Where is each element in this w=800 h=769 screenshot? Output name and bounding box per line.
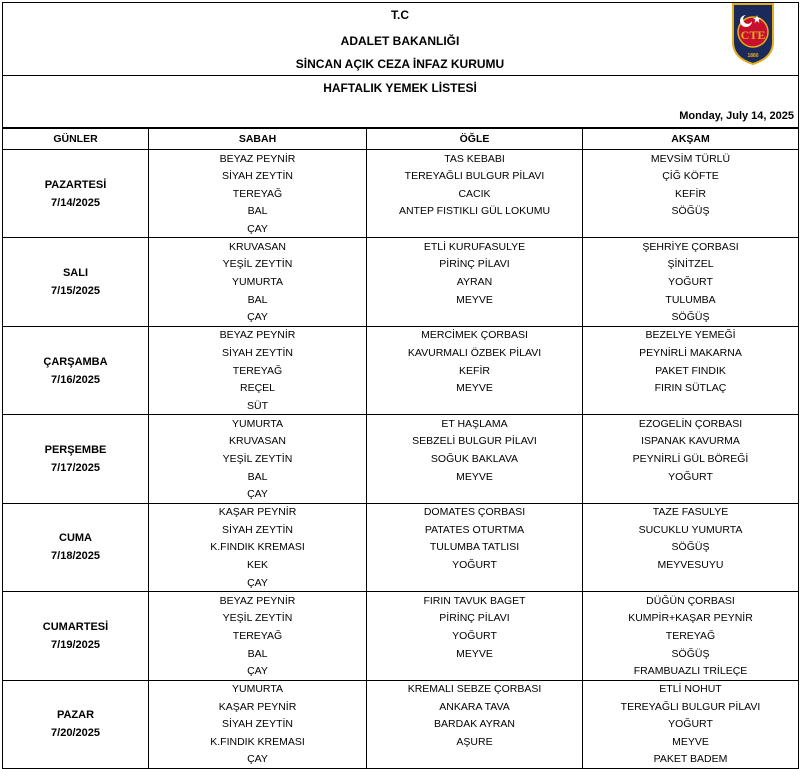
meal-item-sabah: TEREYAĞ — [149, 185, 367, 203]
meal-item-aksam — [583, 574, 799, 592]
meal-item-aksam: FIRIN SÜTLAÇ — [583, 379, 799, 397]
meal-item-ogle: MEYVE — [367, 291, 583, 309]
meal-item-ogle: DOMATES ÇORBASI — [367, 503, 583, 521]
day-date: 7/17/2025 — [51, 462, 100, 475]
table-header-row — [3, 129, 799, 150]
meal-item-ogle: BARDAK AYRAN — [367, 716, 583, 734]
meal-item-ogle: ET HAŞLAMA — [367, 415, 583, 433]
meal-item-ogle: MEYVE — [367, 468, 583, 486]
meal-item-sabah: BEYAZ PEYNİR — [149, 592, 367, 610]
column-header-lunch: ÖĞLE — [367, 129, 583, 150]
meal-item-sabah: ÇAY — [149, 486, 367, 504]
meal-item-ogle: MERCİMEK ÇORBASI — [367, 326, 583, 344]
meal-item-aksam: PAKET BADEM — [583, 751, 799, 769]
meal-item-sabah: TEREYAĞ — [149, 362, 367, 380]
meal-item-ogle: ETLİ KURUFASULYE — [367, 238, 583, 256]
meal-item-ogle: AŞURE — [367, 733, 583, 751]
meal-item-ogle — [367, 486, 583, 504]
meal-item-aksam: SÖĞÜŞ — [583, 645, 799, 663]
meal-item-sabah: SÜT — [149, 397, 367, 415]
meal-item-aksam: DÜĞÜN ÇORBASI — [583, 592, 799, 610]
meal-item-ogle: KAVURMALI ÖZBEK PİLAVI — [367, 344, 583, 362]
table-row — [3, 238, 799, 256]
header-line-3: SİNCAN AÇIK CEZA İNFAZ KURUMU — [295, 57, 505, 71]
day-cell — [3, 503, 149, 591]
meal-item-aksam: EZOGELİN ÇORBASI — [583, 415, 799, 433]
meal-item-ogle — [367, 397, 583, 415]
meal-item-aksam: TAZE FASULYE — [583, 503, 799, 521]
meal-item-sabah: SİYAH ZEYTİN — [149, 344, 367, 362]
meal-item-ogle: PATATES OTURTMA — [367, 521, 583, 539]
meal-item-aksam: TEREYAĞLI BULGUR PİLAVI — [583, 698, 799, 716]
meal-item-aksam: ISPANAK KAVURMA — [583, 433, 799, 451]
day-date: 7/19/2025 — [51, 638, 100, 651]
meal-item-aksam: BEZELYE YEMEĞİ — [583, 326, 799, 344]
meal-item-ogle — [367, 662, 583, 680]
meal-item-sabah: YUMURTA — [149, 273, 367, 291]
day-cell — [3, 592, 149, 680]
meal-item-aksam: ŞİNİTZEL — [583, 256, 799, 274]
meal-item-ogle: ANKARA TAVA — [367, 698, 583, 716]
meal-item-aksam: KUMPİR+KAŞAR PEYNİR — [583, 609, 799, 627]
meal-item-sabah: TEREYAĞ — [149, 627, 367, 645]
meal-item-aksam — [583, 220, 799, 238]
day-name: PAZAR — [56, 709, 95, 722]
meal-item-aksam: MEYVESUYU — [583, 556, 799, 574]
table-row — [3, 680, 799, 698]
meal-item-aksam — [583, 486, 799, 504]
day-cell — [3, 150, 149, 238]
meal-item-ogle: KEFİR — [367, 362, 583, 380]
meal-item-ogle: FIRIN TAVUK BAGET — [367, 592, 583, 610]
meal-item-ogle: YOĞURT — [367, 627, 583, 645]
day-date: 7/14/2025 — [51, 196, 100, 209]
meal-item-aksam: YOĞURT — [583, 468, 799, 486]
meal-item-aksam: PEYNİRLİ MAKARNA — [583, 344, 799, 362]
meal-item-sabah: BAL — [149, 203, 367, 221]
day-name: ÇARŞAMBA — [43, 355, 108, 368]
meal-item-ogle: TULUMBA TATLISI — [367, 539, 583, 557]
svg-text:1880: 1880 — [747, 53, 759, 59]
meal-item-aksam: ETLİ NOHUT — [583, 680, 799, 698]
meal-item-ogle: KREMALI SEBZE ÇORBASI — [367, 680, 583, 698]
table-row — [3, 326, 799, 344]
meal-item-ogle: TAS KEBABI — [367, 150, 583, 168]
meal-item-sabah: BAL — [149, 468, 367, 486]
meal-item-aksam — [583, 397, 799, 415]
meal-item-aksam: FRAMBUAZLI TRİLEÇE — [583, 662, 799, 680]
weekly-menu-table — [2, 128, 799, 769]
meal-item-sabah: ÇAY — [149, 309, 367, 327]
meal-item-sabah: BAL — [149, 645, 367, 663]
column-header-days: GÜNLER — [3, 129, 149, 150]
meal-item-ogle: PİRİNÇ PİLAVI — [367, 609, 583, 627]
table-row — [3, 503, 799, 521]
meal-item-aksam: SÖĞÜŞ — [583, 309, 799, 327]
page-title: HAFTALIK YEMEK LİSTESİ — [323, 81, 477, 95]
meal-item-ogle: SOĞUK BAKLAVA — [367, 450, 583, 468]
meal-item-aksam: SUCUKLU YUMURTA — [583, 521, 799, 539]
meal-item-sabah: KEK — [149, 556, 367, 574]
day-name: CUMARTESİ — [42, 620, 109, 633]
meal-item-sabah: ÇAY — [149, 574, 367, 592]
svg-text:CTE: CTE — [740, 28, 766, 42]
meal-item-aksam: YOĞURT — [583, 273, 799, 291]
meal-item-ogle: MEYVE — [367, 645, 583, 663]
ministry-emblem-icon — [731, 2, 775, 66]
meal-item-ogle: CACIK — [367, 185, 583, 203]
column-header-dinner: AKŞAM — [583, 129, 799, 150]
meal-item-aksam: MEYVE — [583, 733, 799, 751]
table-row — [3, 592, 799, 610]
meal-item-sabah: ÇAY — [149, 662, 367, 680]
header-line-1: T.C — [391, 8, 409, 22]
day-name: PAZARTESİ — [44, 178, 107, 191]
meal-item-sabah: YUMURTA — [149, 680, 367, 698]
meal-item-sabah: YUMURTA — [149, 415, 367, 433]
day-cell — [3, 680, 149, 768]
meal-item-sabah: SİYAH ZEYTİN — [149, 167, 367, 185]
meal-item-ogle: PİRİNÇ PİLAVI — [367, 256, 583, 274]
meal-item-ogle: YOĞURT — [367, 556, 583, 574]
day-name: SALI — [62, 267, 89, 280]
meal-item-ogle: TEREYAĞLI BULGUR PİLAVI — [367, 167, 583, 185]
meal-item-ogle: AYRAN — [367, 273, 583, 291]
day-date: 7/20/2025 — [51, 727, 100, 740]
meal-item-ogle: ANTEP FISTIKLI GÜL LOKUMU — [367, 203, 583, 221]
meal-item-aksam: TEREYAĞ — [583, 627, 799, 645]
meal-item-sabah: SİYAH ZEYTİN — [149, 521, 367, 539]
meal-item-sabah: K.FINDIK KREMASI — [149, 733, 367, 751]
header-line-2: ADALET BAKANLIĞI — [340, 34, 460, 48]
day-name: PERŞEMBE — [44, 444, 107, 457]
meal-item-sabah: YEŞİL ZEYTİN — [149, 609, 367, 627]
meal-item-ogle — [367, 220, 583, 238]
meal-item-sabah: REÇEL — [149, 379, 367, 397]
meal-item-aksam: KEFİR — [583, 185, 799, 203]
day-date: 7/15/2025 — [51, 285, 100, 298]
meal-item-ogle — [367, 309, 583, 327]
meal-item-sabah: ÇAY — [149, 751, 367, 769]
day-cell — [3, 326, 149, 414]
meal-item-sabah: SİYAH ZEYTİN — [149, 716, 367, 734]
column-header-breakfast: SABAH — [149, 129, 367, 150]
list-date: Monday, July 14, 2025 — [679, 110, 794, 122]
meal-item-sabah: YEŞİL ZEYTİN — [149, 450, 367, 468]
table-row — [3, 150, 799, 168]
meal-item-ogle — [367, 574, 583, 592]
meal-item-aksam: ŞEHRİYE ÇORBASI — [583, 238, 799, 256]
day-date: 7/18/2025 — [51, 550, 100, 563]
meal-item-sabah: KAŞAR PEYNİR — [149, 698, 367, 716]
day-name: CUMA — [59, 532, 92, 545]
meal-item-aksam: PEYNİRLİ GÜL BÖREĞİ — [583, 450, 799, 468]
meal-item-aksam: TULUMBA — [583, 291, 799, 309]
meal-item-aksam: YOĞURT — [583, 716, 799, 734]
table-row — [3, 415, 799, 433]
meal-item-aksam: ÇİĞ KÖFTE — [583, 167, 799, 185]
meal-item-sabah: KRUVASAN — [149, 238, 367, 256]
meal-item-aksam: MEVSİM TÜRLÜ — [583, 150, 799, 168]
meal-item-sabah: BEYAZ PEYNİR — [149, 150, 367, 168]
meal-item-sabah: KRUVASAN — [149, 433, 367, 451]
meal-item-sabah: K.FINDIK KREMASI — [149, 539, 367, 557]
meal-item-sabah: BEYAZ PEYNİR — [149, 326, 367, 344]
day-date: 7/16/2025 — [51, 373, 100, 386]
meal-item-aksam: SÖĞÜŞ — [583, 539, 799, 557]
meal-item-sabah: KAŞAR PEYNİR — [149, 503, 367, 521]
meal-item-aksam: PAKET FINDIK — [583, 362, 799, 380]
day-cell — [3, 415, 149, 503]
meal-item-ogle — [367, 751, 583, 769]
meal-item-sabah: BAL — [149, 291, 367, 309]
meal-item-sabah: ÇAY — [149, 220, 367, 238]
meal-item-aksam: SÖĞÜŞ — [583, 203, 799, 221]
meal-item-ogle: SEBZELİ BULGUR PİLAVI — [367, 433, 583, 451]
day-cell — [3, 238, 149, 326]
meal-item-sabah: YEŞİL ZEYTİN — [149, 256, 367, 274]
menu-body — [3, 150, 799, 769]
meal-item-ogle: MEYVE — [367, 379, 583, 397]
